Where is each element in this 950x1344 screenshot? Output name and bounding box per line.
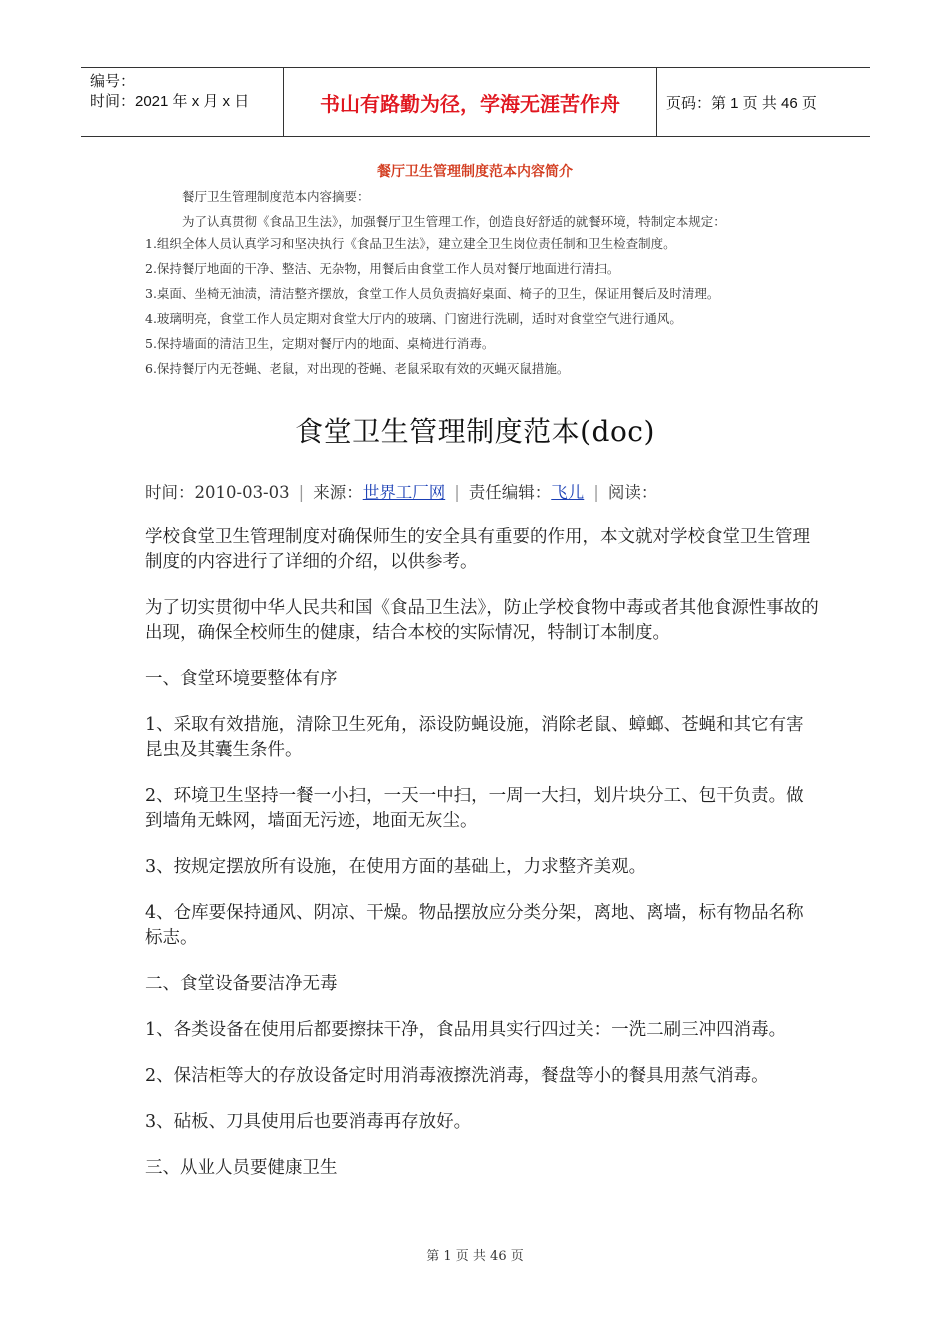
article-paragraph: 学校食堂卫生管理制度对确保师生的安全具有重要的作用，本文就对学校食堂卫生管理制度的内容进行了详细的介绍，以供参考。 [145,527,810,572]
article-paragraph: 2、环境卫生坚持一餐一小扫，一天一中扫，一周一大扫，划片块分工、包干负责。做到墙角无蛛网，墙面无污迹，地面无灰尘。 [145,786,804,831]
header-info [81,68,283,136]
meta-separator: | [593,483,599,502]
article-paragraph: 为了切实贯彻中华人民共和国《食品卫生法》，防止学校食物中毒或者其他食源性事故的出现，确保全校师生的健康，结合本校的实际情况，特制订本制度。 [145,598,819,643]
article-meta [145,479,657,503]
meta-read-label: 阅读： [607,483,658,502]
editor-link[interactable]: 飞儿 [551,483,585,502]
meta-time: 时间：2010-03-03 [145,483,290,502]
page-header [81,67,870,137]
article-paragraph: 1、采取有效措施，清除卫生死角，添设防蝇设施，消除老鼠、蟑螂、苍蝇和其它有害昆虫及其囊生条件。 [145,715,804,760]
meta-source-label: 来源： [313,483,363,502]
time-label: 时间：2021 年 x 月 x 日 [90,93,250,110]
summary-lead: 为了认真贯彻《食品卫生法》，加强餐厅卫生管理工作，创造良好舒适的就餐环境，特制定本规定： [182,214,726,229]
summary-title: 餐厅卫生管理制度范本内容简介 [377,164,573,180]
number-label: 编号： [90,73,136,90]
page-footer: 第 1 页 共 46 页 [426,1249,524,1264]
meta-separator: | [298,483,305,502]
summary-intro: 餐厅卫生管理制度范本内容摘要： [182,189,370,204]
summary-item: 4.玻璃明亮，食堂工作人员定期对食堂大厅内的玻璃、门窗进行洗刷，适时对食堂空气进行通风。 [145,311,682,326]
section-heading: 一、食堂环境要整体有序 [145,669,338,689]
section-heading: 三、从业人员要健康卫生 [145,1158,338,1178]
article-paragraph: 3、按规定摆放所有设施，在使用方面的基础上，力求整齐美观。 [145,857,647,877]
meta-editor-label: 责任编辑： [468,483,552,502]
section-heading: 二、食堂设备要洁净无毒 [145,974,338,994]
article-paragraph: 2、保洁柜等大的存放设备定时用消毒液擦洗消毒，餐盘等小的餐具用蒸气消毒。 [145,1066,769,1086]
meta-separator: | [454,483,460,502]
summary-item: 5.保持墙面的清洁卫生，定期对餐厅内的地面、桌椅进行消毒。 [145,336,495,351]
summary-list [145,236,719,386]
article-paragraph: 4、仓库要保持通风、阴凉、干燥。物品摆放应分类分架，离地、离墙，标有物品名称标志。 [145,903,804,948]
header-page-info: 页码：第 1 页 共 46 页 [666,94,817,112]
article-paragraph: 3、砧板、刀具使用后也要消毒再存放好。 [145,1112,472,1132]
summary-item: 2.保持餐厅地面的干净、整洁、无杂物，用餐后由食堂工作人员对餐厅地面进行清扫。 [145,261,620,276]
article-title: 食堂卫生管理制度范本(doc) [295,415,655,448]
article-body [145,525,820,1202]
article-paragraph: 1、各类设备在使用后都要擦抹干净，食品用具实行四过关：一洗二刷三冲四消毒。 [145,1020,787,1040]
source-link[interactable]: 世界工厂网 [362,483,446,502]
header-motto: 书山有路勤为径，学海无涯苦作舟 [283,68,657,136]
summary-item: 6.保持餐厅内无苍蝇、老鼠，对出现的苍蝇、老鼠采取有效的灭蝇灭鼠措施。 [145,361,570,376]
summary-item: 3.桌面、坐椅无油渍，清洁整齐摆放，食堂工作人员负责搞好桌面、椅子的卫生，保证用餐后及时清理。 [145,286,720,301]
summary-item: 1.组织全体人员认真学习和坚决执行《食品卫生法》，建立建全卫生岗位责任制和卫生检查制度。 [145,236,676,251]
